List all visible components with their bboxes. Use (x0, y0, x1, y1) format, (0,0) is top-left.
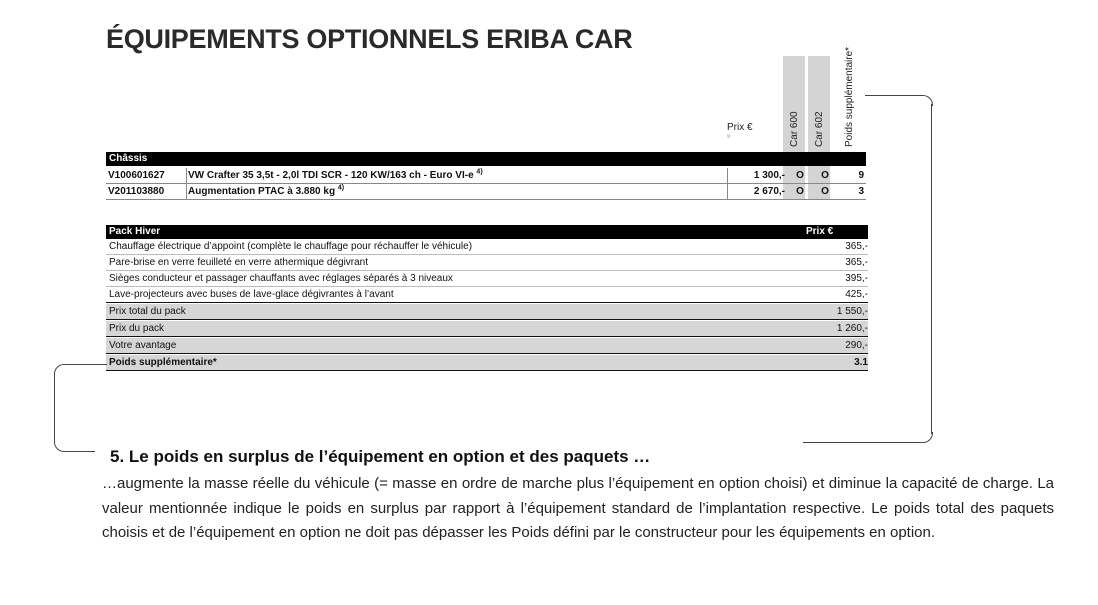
page-title: ÉQUIPEMENTS OPTIONNELS ERIBA CAR (106, 24, 633, 54)
row-weight: 3 (858, 186, 864, 197)
pack-title-bar: Pack Hiver Prix € (106, 225, 868, 239)
pack-weight-row: Poids supplémentaire* 3.1 (106, 355, 868, 371)
pack-advantage-row: Votre avantage 290,- (106, 338, 868, 354)
bracket-right-bottom (803, 432, 933, 443)
row-description: Augmentation PTAC à 3.880 kg $^{4)}$ (188, 184, 345, 197)
list-item: Lave-projecteurs avec buses de lave-glace dégivrantes à l’avant 425,- (106, 287, 868, 303)
car600-header: Car 600 (789, 111, 800, 147)
footnote-body: …augmente la masse réelle du véhicule (= masse en ordre de marche plus l’équipement en option choisi) et diminue la capacité de charge. La valeur mentionnée indique le poids en surplus par rapport à l’équipement standard de l’implantation respective. Le poids total des paquets choisis et de l’équipement en option ne doit pas dépasser les Poids défini par le constructeur pour les équipements en option. (102, 475, 1054, 541)
list-item: Pare-brise en verre feuilleté en verre athermique dégivrant 365,- (106, 255, 868, 271)
pack-price-row: Prix du pack 1 260,- (106, 321, 868, 337)
bracket-left-side (54, 373, 56, 443)
row-divider (106, 199, 866, 200)
pack-total-row: Prix total du pack 1 550,- (106, 304, 868, 320)
row-code: V201103880 (108, 186, 165, 197)
row-description: VW Crafter 35 3,5t - 2,0l TDI SCR - 120 KW/163 ch - Euro VI-e $^{4)}$ (188, 168, 483, 181)
bracket-right-side (931, 104, 933, 434)
footnote-title: 5. Le poids en surplus de l’équipement en option et des paquets … (110, 447, 651, 466)
row-weight: 9 (858, 170, 864, 181)
poids-header: Poids supplémentaire* (844, 46, 855, 147)
row-price: 2 670,- (753, 186, 785, 197)
pack-price-header: Prix € (806, 226, 834, 237)
row-price: 1 300,- (753, 170, 785, 181)
list-item: Sièges conducteur et passager chauffants avec réglages séparés à 3 niveaux 395,- (106, 271, 868, 287)
bracket-left-bottom (54, 441, 95, 452)
row-car602-option: O (821, 186, 829, 197)
row-car602-option: O (821, 170, 829, 181)
bracket-left-top (54, 364, 107, 375)
car602-header: Car 602 (814, 111, 825, 147)
chassis-section-bar: Châssis (106, 152, 866, 166)
table-row (106, 168, 866, 183)
bracket-right-top (865, 95, 933, 106)
column-divider (727, 168, 728, 199)
row-car600-option: O (796, 170, 804, 181)
prix-header: Prix € ¹⁾ (727, 122, 753, 141)
row-car600-option: O (796, 186, 804, 197)
row-code: V100601627 (108, 170, 165, 181)
list-item: Chauffage électrique d’appoint (complète le chauffage pour réchauffer le véhicule) 365,- (106, 239, 868, 255)
column-divider (186, 168, 187, 199)
table-row (106, 184, 866, 199)
